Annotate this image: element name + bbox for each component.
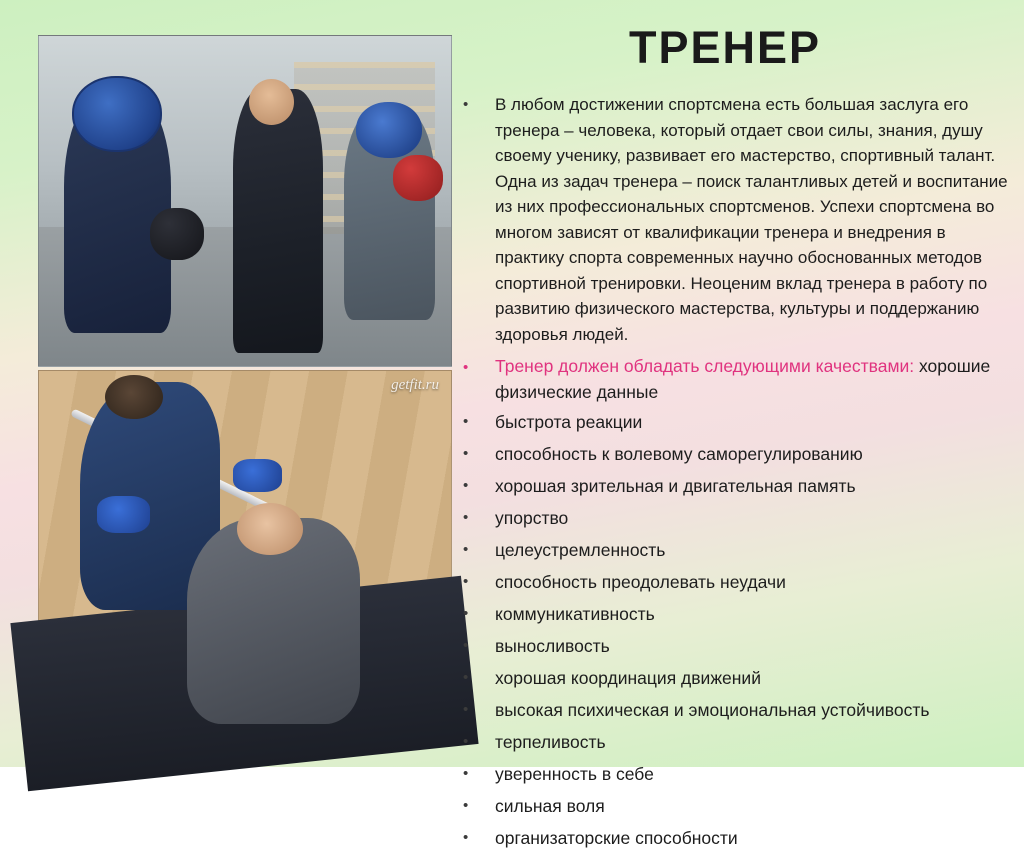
bullet-icon: • xyxy=(463,797,469,814)
list-item xyxy=(455,599,1013,629)
bullet-icon: • xyxy=(463,96,469,113)
qualities-intro-highlight: Тренер должен обладать следующими качествами: xyxy=(495,356,915,376)
bullet-icon: • xyxy=(463,359,469,376)
client-head xyxy=(237,503,303,555)
list-item xyxy=(455,503,1013,533)
list-item xyxy=(455,631,1013,661)
boxing-glove-left xyxy=(150,208,204,261)
quality-text: целеустремленность xyxy=(495,540,666,560)
quality-text: способность к волевому саморегулированию xyxy=(495,444,863,464)
bullet-icon: • xyxy=(463,477,469,494)
training-glove-one xyxy=(97,496,151,533)
list-item xyxy=(455,663,1013,693)
quality-text: сильная воля xyxy=(495,796,605,816)
bullet-icon: • xyxy=(463,765,469,782)
quality-text: упорство xyxy=(495,508,569,528)
bullet-icon: • xyxy=(463,573,469,590)
intro-paragraph: В любом достижении спортсмена есть большая заслуга его тренера – человека, который отдает свои силы, знания, душу своему ученику, развивает его мастерство, спортивный талант. Одна из задач тренера – поиск талантливых детей и воспитание из них профессиональных спортсменов. Успехи спортсмена во многом зависят от квалификации тренера и внедрения в практику спорта современных научно обоснованных методов спортивной тренировки. Неоценим вклад тренера в работу по развитию физического мастерства, культуры и поддержанию здоровья людей. xyxy=(495,95,1008,344)
quality-text: способность преодолевать неудачи xyxy=(495,572,786,592)
quality-text: хорошая зрительная и двигательная память xyxy=(495,476,856,496)
quality-text: коммуникативность xyxy=(495,604,655,624)
boxing-glove-right xyxy=(393,155,442,201)
list-item xyxy=(455,92,1013,347)
image-watermark: getfit.ru xyxy=(391,377,439,393)
quality-text: выносливость xyxy=(495,636,610,656)
quality-text: уверенность в себе xyxy=(495,764,654,784)
boxing-training-photo xyxy=(38,35,452,367)
list-item xyxy=(455,353,1013,405)
list-item xyxy=(455,823,1013,853)
bullet-icon: • xyxy=(463,733,469,750)
list-item xyxy=(455,791,1013,821)
list-item xyxy=(455,439,1013,469)
bullet-icon: • xyxy=(463,829,469,846)
coach-figure xyxy=(233,89,324,353)
bullet-icon: • xyxy=(463,413,469,430)
quality-text: хорошая координация движений xyxy=(495,668,761,688)
bullet-icon: • xyxy=(463,701,469,718)
bullet-icon: • xyxy=(463,605,469,622)
page-title: ТРЕНЕР xyxy=(628,22,822,73)
quality-text: быстрота реакции xyxy=(495,412,643,432)
trainer-head xyxy=(105,375,163,419)
bullet-icon: • xyxy=(463,541,469,558)
training-glove-two xyxy=(233,459,282,492)
list-item xyxy=(455,727,1013,757)
bullet-icon: • xyxy=(463,445,469,462)
qualities-intro-rest: хорошие физические данные xyxy=(495,356,991,402)
list-item xyxy=(455,567,1013,597)
bullet-icon: • xyxy=(463,509,469,526)
list-item xyxy=(455,535,1013,565)
bullet-icon: • xyxy=(463,669,469,686)
list-item xyxy=(455,695,1013,725)
bullet-icon: • xyxy=(463,637,469,654)
list-item xyxy=(455,407,1013,437)
head-guard-icon xyxy=(72,76,163,153)
head-guard-right-icon xyxy=(356,102,422,158)
list-item xyxy=(455,759,1013,789)
quality-text: высокая психическая и эмоциональная устойчивость xyxy=(495,700,930,720)
quality-text: организаторские способности xyxy=(495,828,738,848)
qualities-list xyxy=(455,407,1013,853)
list-item xyxy=(455,471,1013,501)
text-content xyxy=(455,92,1013,855)
qualities-intro xyxy=(495,353,1013,405)
stretching-training-photo xyxy=(38,370,452,740)
quality-text: терпеливость xyxy=(495,732,606,752)
